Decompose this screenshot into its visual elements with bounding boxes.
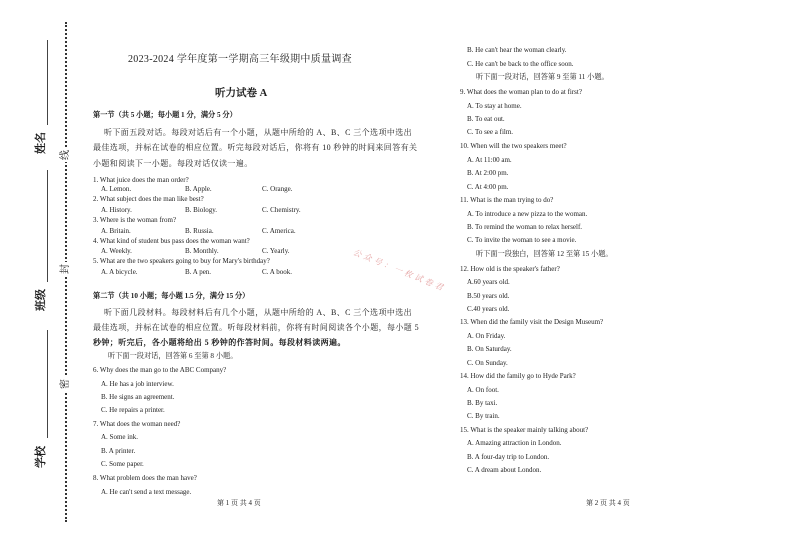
question-14: 14. How did the family go to Hyde Park?	[460, 372, 576, 380]
option-a: A. At 11:00 am.	[467, 156, 512, 164]
seal-char-line: 线	[60, 150, 71, 160]
question-1: 1. What juice does the man order?	[93, 176, 189, 184]
option-a: A. Lemon.	[101, 185, 132, 193]
option-b: B. A four-day trip to London.	[467, 453, 550, 461]
option-b: B. Russia.	[185, 227, 214, 235]
option-b: B. On Saturday.	[467, 345, 512, 353]
name-write-line	[47, 40, 48, 125]
option-b: B. Apple.	[185, 185, 212, 193]
option-c: C.40 years old.	[467, 305, 510, 313]
question-15: 15. What is the speaker mainly talking about?	[460, 426, 589, 434]
paper-name: 听力试卷 A	[215, 88, 268, 99]
exam-title: 2023-2024 学年度第一学期高三年级期中质量调查	[128, 54, 352, 65]
option-a: A. On foot.	[467, 386, 499, 394]
option-c: C. To invite the woman to see a movie.	[467, 236, 577, 244]
question-9: 9. What does the woman plan to do at first?	[460, 88, 582, 96]
option-a: A. History.	[101, 206, 132, 214]
section2-heading: 第二节（共 10 小题；每小题 1.5 分，满分 15 分）	[93, 292, 250, 300]
question-7: 7. What does the woman need?	[93, 420, 181, 428]
question-3: 3. Where is the woman from?	[93, 216, 177, 224]
option-b: B. To remind the woman to relax herself.	[467, 223, 583, 231]
section1-instruction-line: 小题和阅读下一小题。每段对话仅读一遍。	[93, 159, 253, 168]
listening-prompt: 听下面一段对话，回答第 9 至第 11 小题。	[476, 73, 609, 81]
option-c: C. Some paper.	[101, 460, 144, 468]
option-c: C. He repairs a printer.	[101, 406, 165, 414]
option-a: A. To stay at home.	[467, 102, 522, 110]
option-c: C. He can't be back to the office soon.	[467, 60, 574, 68]
listening-prompt: 听下面一段对话，回答第 6 至第 8 小题。	[108, 352, 238, 360]
option-b: B. Monthly.	[185, 247, 219, 255]
question-10: 10. When will the two speakers meet?	[460, 142, 567, 150]
option-a: A. He can't send a text message.	[101, 488, 192, 496]
option-c: C. On Sunday.	[467, 359, 508, 367]
option-b: B. A printer.	[101, 447, 136, 455]
class-write-line	[47, 170, 48, 282]
question-12: 12. How old is the speaker's father?	[460, 265, 560, 273]
watermark: 公众号：一枚试卷君	[351, 247, 448, 294]
option-b: B. A pen.	[185, 268, 212, 276]
school-label: 学校	[35, 446, 47, 468]
page-footer: 第 2 页 共 4 页	[586, 499, 630, 507]
seal-char-secret: 密	[60, 379, 71, 389]
option-c: C. Orange.	[262, 185, 293, 193]
option-a: A. To introduce a new pizza to the woman.	[467, 210, 588, 218]
page-footer: 第 1 页 共 4 页	[217, 499, 261, 507]
option-b: B. Biology.	[185, 206, 218, 214]
option-b: B. To eat out.	[467, 115, 505, 123]
option-b: B. At 2:00 pm.	[467, 169, 509, 177]
option-a: A. A bicycle.	[101, 268, 138, 276]
option-a: A. Britain.	[101, 227, 131, 235]
section1-instruction-line: 最佳选项，并标在试卷的相应位置。听完每段对话后，你将有 10 秒钟的时间来回答有关	[93, 143, 418, 152]
question-4: 4. What kind of student bus pass does the woman want?	[93, 237, 250, 245]
option-a: A. He has a job interview.	[101, 380, 174, 388]
option-c: C. A book.	[262, 268, 292, 276]
option-a: A. Amazing attraction in London.	[467, 439, 562, 447]
option-b: B.50 years old.	[467, 292, 510, 300]
option-b: B. By taxi.	[467, 399, 498, 407]
option-c: C. Chemistry.	[262, 206, 301, 214]
class-label: 班级	[35, 289, 47, 311]
option-a: A.60 years old.	[467, 278, 510, 286]
option-a: A. On Friday.	[467, 332, 506, 340]
option-c: C. A dream about London.	[467, 466, 542, 474]
section2-instruction-line: 听下面几段材料。每段材料后有几个小题，从题中所给的 A、B、C 三个选项中选出	[104, 308, 413, 317]
section2-instruction-line: 最佳选项，并标在试卷的相应位置。听每段材料前，你将有时间阅读各个小题，每小题 5	[93, 323, 419, 332]
question-2: 2. What subject does the man like best?	[93, 195, 204, 203]
option-c: C. America.	[262, 227, 296, 235]
question-13: 13. When did the family visit the Design Museum?	[460, 318, 604, 326]
school-write-line	[47, 330, 48, 438]
option-a: A. Some ink.	[101, 433, 138, 441]
section1-instruction-line: 听下面五段对话。每段对话后有一个小题，从题中所给的 A、B、C 三个选项中选出	[104, 128, 413, 137]
section1-heading: 第一节（共 5 小题；每小题 1 分，满分 5 分）	[93, 111, 237, 119]
question-11: 11. What is the man trying to do?	[460, 196, 554, 204]
option-a: A. Weekly.	[101, 247, 132, 255]
question-6: 6. Why does the man go to the ABC Company?	[93, 366, 227, 374]
listening-prompt: 听下面一段独白，回答第 12 至第 15 小题。	[476, 250, 613, 258]
section2-instruction-line: 秒钟；听完后，各小题将给出 5 秒钟的作答时间。每段材料读两遍。	[93, 338, 346, 347]
option-b: B. He can't hear the woman clearly.	[467, 46, 567, 54]
seal-char-seal: 封	[60, 264, 71, 274]
option-c: C. At 4:00 pm.	[467, 183, 509, 191]
question-8: 8. What problem does the man have?	[93, 474, 197, 482]
name-label: 姓名	[35, 132, 47, 154]
option-b: B. He signs an agreement.	[101, 393, 175, 401]
option-c: C. To see a film.	[467, 128, 514, 136]
option-c: C. By train.	[467, 412, 500, 420]
question-5: 5. What are the two speakers going to buy for Mary's birthday?	[93, 257, 270, 265]
option-c: C. Yearly.	[262, 247, 290, 255]
